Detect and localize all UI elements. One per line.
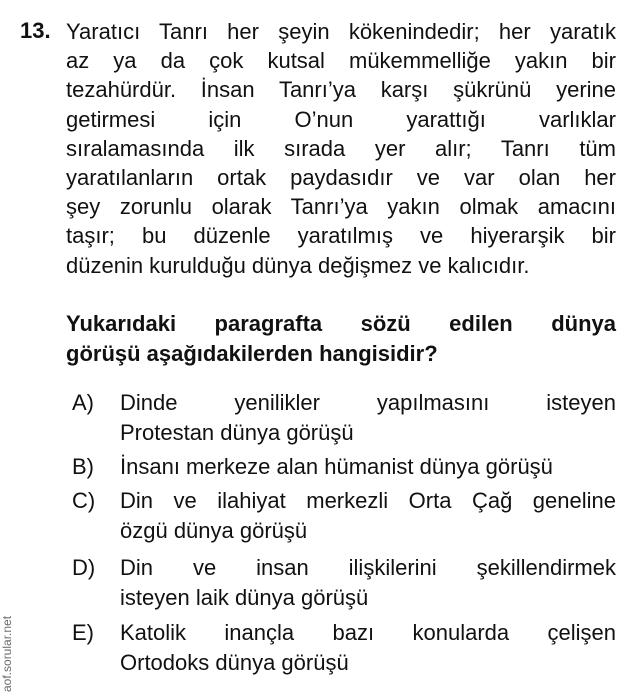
option-line: Dinde yenilikler yapılmasını isteyen — [120, 390, 616, 415]
paragraph-line: tezahürdür. İnsan Tanrı’ya karşı şükrünü yerine — [66, 77, 616, 103]
paragraph-line: taşır; bu düzenle yaratılmış ve hiyerarşik bir — [66, 223, 616, 249]
option-text — [120, 452, 616, 482]
option-line: İnsanı merkeze alan hümanist dünya görüşü — [120, 454, 553, 479]
option-text — [120, 486, 616, 546]
option-letter: A) — [72, 390, 94, 415]
option-text — [120, 553, 616, 613]
question-prompt — [66, 309, 616, 369]
option-letter: E) — [72, 620, 94, 645]
question-paragraph — [66, 17, 616, 280]
option-letter: B) — [72, 454, 94, 479]
question-number: 13. — [20, 18, 51, 43]
prompt-line: görüşü aşağıdakilerden hangisidir? — [66, 341, 438, 366]
option-line: isteyen laik dünya görüşü — [120, 585, 369, 610]
paragraph-line: Yaratıcı Tanrı her şeyin kökenindedir; her yaratık — [66, 19, 616, 44]
option-line: Din ve insan ilişkilerini şekillendirmek — [120, 555, 616, 580]
option-text — [120, 388, 616, 448]
option-line: Din ve ilahiyat merkezli Orta Çağ geneline — [120, 488, 616, 513]
option-line: Katolik inançla bazı konularda çelişen — [120, 620, 616, 645]
option-line: Protestan dünya görüşü — [120, 420, 354, 445]
option-line: özgü dünya görüşü — [120, 518, 308, 543]
option-line: Ortodoks dünya görüşü — [120, 650, 349, 675]
paragraph-line: düzenin kurulduğu dünya değişmez ve kalıcıdır. — [66, 252, 530, 278]
watermark: aof.sorular.net — [0, 615, 14, 692]
option-letter: C) — [72, 488, 96, 513]
paragraph-line: şey zorunlu olarak Tanrı’ya yakın olmak amacını — [66, 194, 616, 220]
option-text — [120, 618, 616, 678]
paragraph-line: getirmesi için O’nun yarattığı varlıklar — [66, 106, 616, 132]
paragraph-line: az ya da çok kutsal mükemmelliğe yakın bir — [66, 48, 616, 74]
prompt-line: Yukarıdaki paragrafta sözü edilen dünya — [66, 311, 616, 336]
paragraph-line: yaratılanların ortak paydasıdır ve var olan her — [66, 165, 616, 191]
option-letter: D) — [72, 555, 96, 580]
paragraph-line: sıralamasında ilk sırada yer alır; Tanrı tüm — [66, 135, 616, 161]
